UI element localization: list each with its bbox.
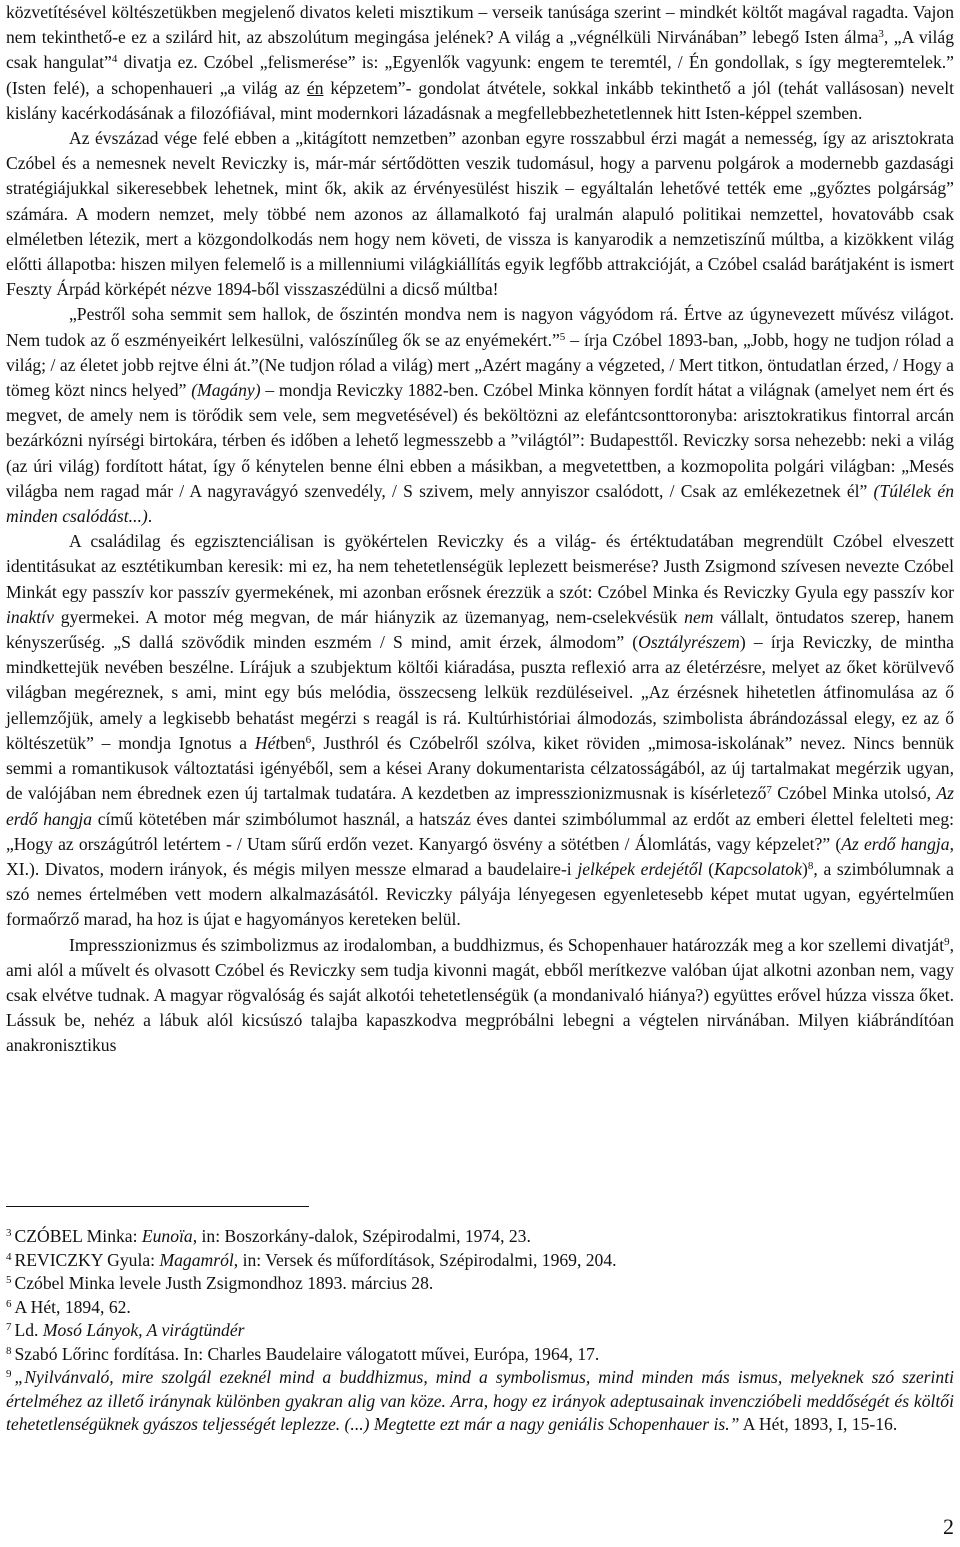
paragraph-2: Az évszázad vége felé ebben a „kitágított nemzetben” azonban egyre rosszabbul érzi magát a nemesség, így az arisztokrata Czóbel és a nemesnek nevelt Reviczky is, már-már sértődötten veszik tudomásul, hogy a parvenu polgárok a modernebb gazdasági stratégiájukkal sikeresebbek lehetnek, mint ők, akik az érvényesülést hiszik – egyáltalán lehetővé tették eme „győztes polgárság” számára. A modern nemzet, mely többé nem azonos az államalkotó faj uralmán alapuló politikai nemzettel, hovatovább csak elméletben létezik, mert a közgondolkodás nem hogy nem követi, de vissza is kanyarodik a nemzetiszínű múltba, a kizökkent világ előtti állapotba: hiszen milyen felemelő is a millenniumi világkiállítás egyik legfőbb attrakcióját, a Czóbel család barátjaként is ismert Feszty Árpád körképét nézve 1894-ből visszaszédülni a dicső múltba!	[6, 128, 954, 300]
footnote-ref-5: 5	[559, 330, 566, 343]
paragraph-4: A családilag és egzisztenciálisan is gyökértelen Reviczky és a világ- és értéktudatában megrendült Czóbel elveszett identitásukat az esztétikumban keresik: mi ez, ha nem tehetetlenségük leplezett beismerése? Justh Zsigmond szívesen nevezte Czóbel Minkát egy passzív kor passzív gyermekének, mi azonban erősnek érezzük a szót: Czóbel Minka és Reviczky Gyula egy passzív kor inaktív gyermekei. A motor még megvan, de már hiányzik az üzemanyag, nem-cselekvésük nem vállalt, öntudatos szerep, hanem kényszerűség. „S dallá szövődik minden eszmém / S mind, amit érzek, álmodom” (Osztályrészem) – írja Reviczky, de mintha mindkettejük nevében beszélne. Lírájuk a szubjektum költői kiáradása, puszta reflexió arra az életérzésre, melyet az őket körülvevő világban megéreznek, s ami, mint egy bús melódia, összecseng lelkük rezdüléseivel. „Az érzésnek hihetetlen átfinomulása az ő jellemzőjük, amely a legkisebb behatást megérzi s reagál is rá. Kultúrhistóriai álmodozás, szimbolista ábrándozással elegy, ez az ő költészetük” – mondja Ignotus a Hétben$^6$, Justhról és Czóbelről szólva, kiket röviden „mimosa-iskolának” nevez. Nincs bennük semmi a romantikusok változtatási igényéből, sem a kései Arany dokumentarista célzatosságából, az új tartalmakat megérzik ugyan, de valójában nem ébrednek ezen új tartalmak tudatára. A kezdetben az impresszionizmusnak is kísérletező$^7$ Czóbel Minka utolsó, Az erdő hangja című kötetében már szimbólumot használ, a hatszáz éves dantei szimbólummal az erdőt az emberi élettel felelteti meg: „Hogy az országútról letértem - / Utam sűrű erdőn vezet. Kanyargó ösvény a sötétben / Álomlátás, vagy képzelet?” (Az erdő hangja, XI.). Divatos, modern irányok, és mégis milyen messze elmarad a baudelaire-i jelképek erdejétől (Kapcsolatok)$^8$, a szimbólumnak a szó nemes értelmében vett modern alkalmazásától. Reviczky pályája lényegesen egyenletesebb képet mutat ugyan, egyértelműen formaőrző marad, ha hoz is újat e hagyományos kereteken belül.	[6, 531, 954, 930]
footnote-7: $^7$ Ld. Mosó Lányok, A virágtündér	[6, 1320, 245, 1340]
document-page	[6, 0, 954, 1539]
footnote-3: $^3$ CZÓBEL Minka: Eunoïa, in: Boszorkány-dalok, Szépirodalmi, 1974, 23.	[6, 1226, 531, 1246]
paragraph-3: „Pestről soha semmit sem hallok, de őszintén mondva nem is nagyon vágyódom rá. Értve az úgynevezett művész világot. Nem tudok az ő eszményeikért lelkesülni, valószínűleg ők se az enyémekért.”$^5$ – írja Czóbel 1893-ban, „Jobb, hogy ne tudjon rólad a világ; / az életet jobb rejtve élni át.”(Ne tudjon rólad a világ) mert „Azért magány a végzeted, / Mert titkon, öntudatlan érzed, / Hogy a tömeg közt nincs helyed” (Magány) – mondja Reviczky 1882-ben. Czóbel Minka könnyen fordít hátat a világnak (amelyet nem ért és megvet, de amely nem is törődik sem vele, sem megvetésével) és beköltözni az elefántcsonttoronyba: arisztokratikus fintorral arcán bezárkózni nyírségi birtokára, térben és időben a lehető legmesszebb a ”világtól”: Budapesttől. Reviczky sorsa nehezebb: neki a világ (az úri világ) fordított hátat, így ő kénytelen benne élni ebben a másikban, a megvetettben, a kozmopolita polgári világban: „Mesés világba nem ragad már / A nagyravágyó szenvedély, / S szivem, mely annyiszor csalódott, / Csak az emlékezetnek él” (Túlélek én minden csalódást...).	[6, 304, 954, 527]
footnote-ref-7: 7	[766, 784, 772, 797]
footnote-ref-8: 8	[807, 859, 814, 872]
page-number: 2	[943, 1514, 954, 1539]
paragraph-1: közvetítésével költészetükben megjelenő divatos keleti misztikum – verseik tanúsága szerint – mindkét költőt magával ragadta. Vajon nem tekinthető-e ez a szilárd hit, az abszolútum megingása jelének? A világ a „végnélküli Nirvánában” lebegő Isten álma$^3$, „A világ csak hangulat”$^4$ divatja ez. Czóbel „felismerése” is: „Egyenlők vagyunk: engem te teremtél, / Én gondollak, s így megteremtelek.” (Isten felé), a schopenhaueri „a világ az én képzetem”- gondolat átvétele, sokkal inkább tekinthető a jól (tehát vallásosan) nevelt kislány kacérkodásának a filozófiával, mint modernkori lázadásnak a megfellebbezhetetlennek hitt Isten-képpel szemben.	[6, 2, 954, 123]
footnote-6: $^6$ A Hét, 1894, 62.	[6, 1296, 131, 1317]
body-text	[6, 0, 954, 1059]
footnote-9: $^9$ „Nyilvánvaló, mire szolgál ezeknél mind a buddhizmus, mind a symbolismus, mind minden más ismus, melyeknek szó szerinti értelméhez az illető iránynak különben gyakran alig van köze. Arra, hogy ez irányok adeptusainak invenczióbeli meddőségét és költői tehetetlenségüknek gyászos teljességét leplezze. (...) Megtette ezt már a nagy geniális Schopenhauer is.” A Hét, 1893, I, 15-16.	[6, 1367, 954, 1434]
footnote-ref-4: 4	[111, 53, 118, 66]
underlined-word: én	[306, 77, 324, 98]
footnote-divider	[6, 1206, 309, 1207]
footnote-ref-3: 3	[878, 28, 884, 41]
footnote-8: $^8$ Szabó Lőrinc fordítása. In: Charles Baudelaire válogatott művei, Európa, 1964, 17.	[6, 1343, 600, 1364]
footnote-ref-6: 6	[305, 733, 312, 746]
paragraph-5: Impresszionizmus és szimbolizmus az irodalomban, a buddhizmus, és Schopenhauer határozzák meg a kor szellemi divatját$^9$, ami alól a művelt és olvasott Czóbel és Reviczky sem tudja kivonni magát, ebből merítkezve valóban újat alkotni azonban nem, vagy csak elvétve tudnak. A magyar rögvalóság és saját alkotói tehetetlenségük (a mondanivaló hiánya?) együttes erővel húzza vissza őket. Lássuk be, nehéz a lábuk alól kicsúszó talajba kapaszkodva megpróbálni lebegni a végtelen nirvánában. Milyen kiábrándítóan anakronisztikus	[6, 934, 954, 1056]
footnote-ref-9: 9	[944, 935, 950, 948]
footnote-4: $^4$ REVICZKY Gyula: Magamról, in: Versek és műfordítások, Szépirodalmi, 1969, 204.	[6, 1249, 617, 1270]
footnotes	[6, 1225, 954, 1437]
footnote-5: $^5$ Czóbel Minka levele Justh Zsigmondhoz 1893. március 28.	[6, 1273, 434, 1293]
